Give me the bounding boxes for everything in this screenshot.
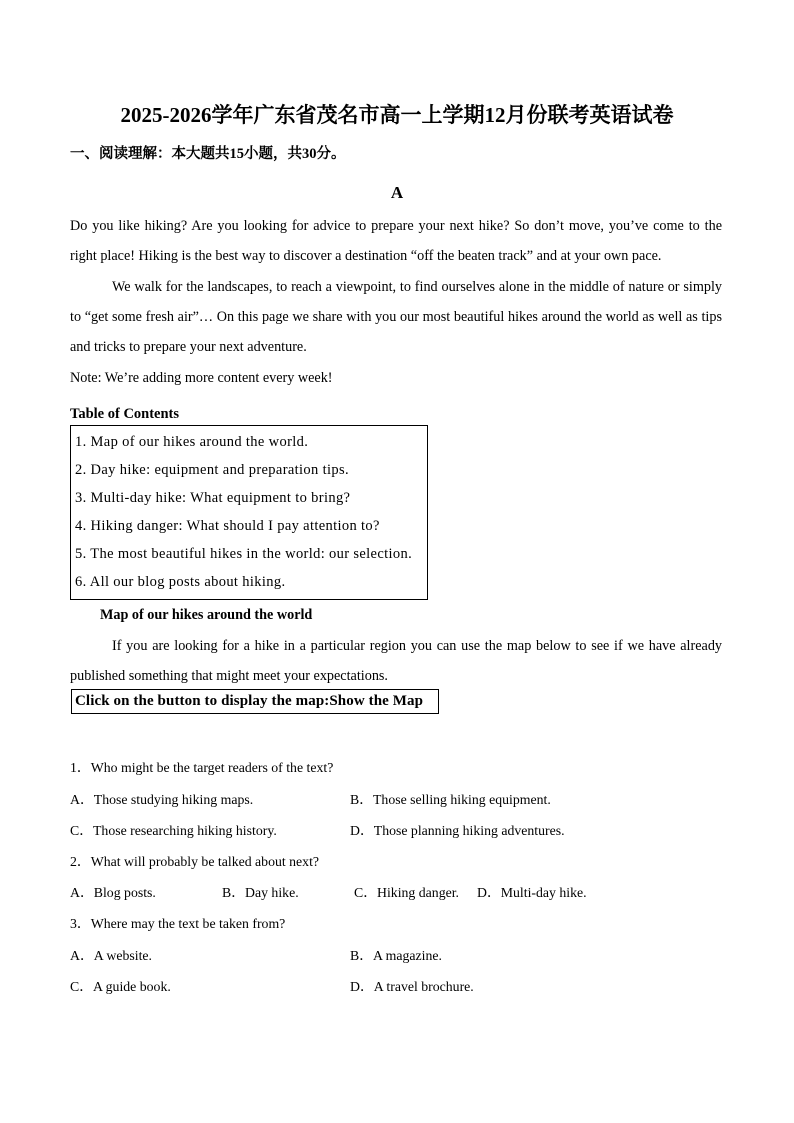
section-heading: 一、阅读理解：本大题共15小题，共30分。 xyxy=(70,146,346,162)
question-3-option-a[interactable]: A．A website. xyxy=(70,948,153,963)
question-2-option-a[interactable]: A．Blog posts. xyxy=(70,885,156,900)
question-1-option-d[interactable]: D．Those planning hiking adventures. xyxy=(350,823,565,838)
question-3-option-b[interactable]: B．A magazine. xyxy=(350,948,442,963)
table-of-contents-box xyxy=(70,425,428,600)
passage-paragraph-2: We walk for the landscapes, to reach a viewpoint, to find ourselves alone in the middle of nature or simply to “get some fresh air”… On this page we share with you our most beautiful hikes around the world as well as tips and tricks to prepare your next adventure. xyxy=(70,279,722,355)
map-section-paragraph: If you are looking for a hike in a particular region you can use the map below to see if we have already published something that might meet your expectations. xyxy=(70,638,722,684)
passage-label: A xyxy=(390,183,404,202)
table-of-contents-label: Table of Contents xyxy=(70,406,180,422)
map-section-heading: Map of our hikes around the world xyxy=(100,607,313,623)
toc-item: 4. Hiking danger: What should I pay attention to? xyxy=(75,518,380,534)
question-2-option-c[interactable]: C．Hiking danger. xyxy=(354,885,459,900)
question-3-option-d[interactable]: D．A travel brochure. xyxy=(350,979,474,994)
question-1-option-b[interactable]: B．Those selling hiking equipment. xyxy=(350,792,551,807)
toc-item: 5. The most beautiful hikes in the world: our selection. xyxy=(75,546,413,562)
toc-item: 3. Multi-day hike: What equipment to bring? xyxy=(75,490,351,506)
toc-item: 6. All our blog posts about hiking. xyxy=(75,574,286,590)
question-1-option-a[interactable]: A．Those studying hiking maps. xyxy=(70,792,254,807)
question-2-option-b[interactable]: B．Day hike. xyxy=(222,885,299,900)
passage-note: Note: We’re adding more content every week! xyxy=(70,370,333,386)
page-title: 2025-2026学年广东省茂名市高一上学期12月份联考英语试卷 xyxy=(120,103,674,127)
question-1-option-c[interactable]: C．Those researching hiking history. xyxy=(70,823,277,838)
question-1-stem: 1．Who might be the target readers of the text? xyxy=(70,760,334,775)
question-2-stem: 2．What will probably be talked about next? xyxy=(70,854,320,869)
toc-item: 2. Day hike: equipment and preparation tips. xyxy=(75,462,349,478)
question-2-option-d[interactable]: D．Multi-day hike. xyxy=(477,885,587,900)
toc-item: 1. Map of our hikes around the world. xyxy=(75,434,309,450)
passage-paragraph-1: Do you like hiking? Are you looking for advice to prepare your next hike? So don’t move, you’ve come to the right place! Hiking is the best way to discover a destination “off the beaten track” and at your own pace. xyxy=(70,218,722,264)
question-3-option-c[interactable]: C．A guide book. xyxy=(70,979,171,994)
show-the-map-button[interactable]: Click on the button to display the map:Show the Map xyxy=(71,689,439,714)
question-3-stem: 3．Where may the text be taken from? xyxy=(70,916,286,931)
